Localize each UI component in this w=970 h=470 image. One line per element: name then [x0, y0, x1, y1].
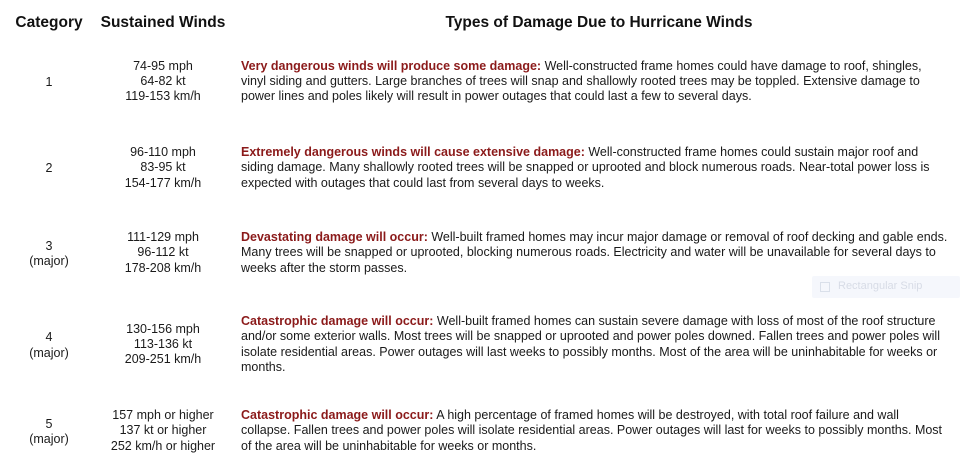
header-damage-types: Types of Damage Due to Hurricane Winds: [445, 14, 753, 31]
winds-mph: 96-110 mph: [130, 145, 196, 160]
category-number: 1: [45, 74, 53, 89]
table-row: [6, 36, 964, 127]
winds-cell: [92, 36, 234, 127]
table-row: [6, 297, 964, 392]
winds-kt: 64-82 kt: [140, 73, 186, 88]
winds-kmh: 209-251 km/h: [124, 352, 202, 367]
category-major-note: (major): [29, 254, 69, 268]
header-sustained-winds: Sustained Winds: [100, 14, 226, 31]
winds-mph: 74-95 mph: [133, 58, 193, 73]
saffir-simpson-table: [6, 12, 964, 470]
winds-mph: 130-156 mph: [126, 321, 200, 336]
damage-lead: Extremely dangerous winds will cause extensive damage:: [241, 145, 585, 160]
winds-mph: 111-129 mph: [127, 230, 199, 245]
winds-kt: 137 kt or higher: [119, 423, 207, 438]
snip-tool-overlay[interactable]: [812, 276, 960, 298]
category-cell: [6, 392, 92, 470]
winds-kmh: 178-208 km/h: [124, 260, 202, 275]
winds-cell: [92, 209, 234, 297]
category-number: 5: [45, 416, 53, 431]
table-header: [6, 12, 964, 36]
damage-lead: Very dangerous winds will produce some damage:: [241, 58, 542, 73]
winds-kt: 96-112 kt: [137, 245, 189, 260]
winds-kt: 83-95 kt: [140, 160, 186, 175]
damage-description: [234, 392, 964, 470]
category-cell: [6, 209, 92, 297]
damage-text: Well-constructed frame homes could have damage to roof, shingles, vinyl siding and gutters. Large branches of trees will snap and shallowly rooted trees may be toppled. Extensive damage to power lines and poles likely will result in power outages that could last a few to several days.: [241, 58, 922, 104]
category-number: 4: [45, 330, 53, 345]
category-cell: [6, 127, 92, 209]
damage-text: Well-built framed homes can sustain severe damage with loss of most of the roof structure and/or some exterior walls. Most trees will be snapped or uprooted and power poles downed. Fallen trees and power poles will isolate residential areas. Power outages will last weeks to possibly months. Most of the area will be uninhabitable for weeks or months.: [241, 313, 940, 374]
category-number: 3: [45, 238, 53, 253]
table-row: [6, 392, 964, 470]
damage-description: [234, 36, 964, 127]
category-number: 2: [45, 161, 53, 176]
damage-lead: Catastrophic damage will occur:: [241, 408, 434, 423]
category-cell: [6, 297, 92, 392]
category-major-note: (major): [29, 345, 69, 360]
winds-kmh: 119-153 km/h: [125, 89, 201, 104]
winds-kt: 113-136 kt: [133, 336, 193, 351]
header-category: Category: [15, 14, 83, 31]
winds-cell: [92, 392, 234, 470]
winds-cell: [92, 127, 234, 209]
damage-lead: Devastating damage will occur:: [241, 230, 428, 245]
winds-kmh: 154-177 km/h: [124, 175, 202, 190]
damage-text: Well-constructed frame homes could sustain major roof and siding damage. Many shallowly rooted trees will be snapped or uprooted and block numerous roads. Near-total power loss is expected with outages that could last from several days to weeks.: [241, 145, 930, 190]
damage-description: [234, 127, 964, 209]
snip-mode-label: Rectangular Snip: [838, 280, 923, 292]
snip-rectangle-icon: [820, 282, 830, 292]
winds-cell: [92, 297, 234, 392]
damage-text: Well-built framed homes may incur major damage or removal of roof decking and gable ends. Many trees will be snapped or uprooted, blocking numerous roads. Electricity and water will be unavailable for several days to weeks after the storm passes.: [241, 230, 948, 275]
table-row: [6, 127, 964, 209]
damage-text: A high percentage of framed homes will be destroyed, with total roof failure and wall collapse. Fallen trees and power poles will isolate residential areas. Power outages will last for weeks to possibly months. Most of the area will be uninhabitable for weeks or months.: [241, 408, 943, 453]
winds-kmh: 252 km/h or higher: [110, 438, 216, 453]
damage-lead: Catastrophic damage will occur:: [241, 313, 434, 328]
damage-description: [234, 297, 964, 392]
category-cell: [6, 36, 92, 127]
winds-mph: 157 mph or higher: [112, 408, 214, 423]
category-major-note: (major): [29, 432, 69, 446]
